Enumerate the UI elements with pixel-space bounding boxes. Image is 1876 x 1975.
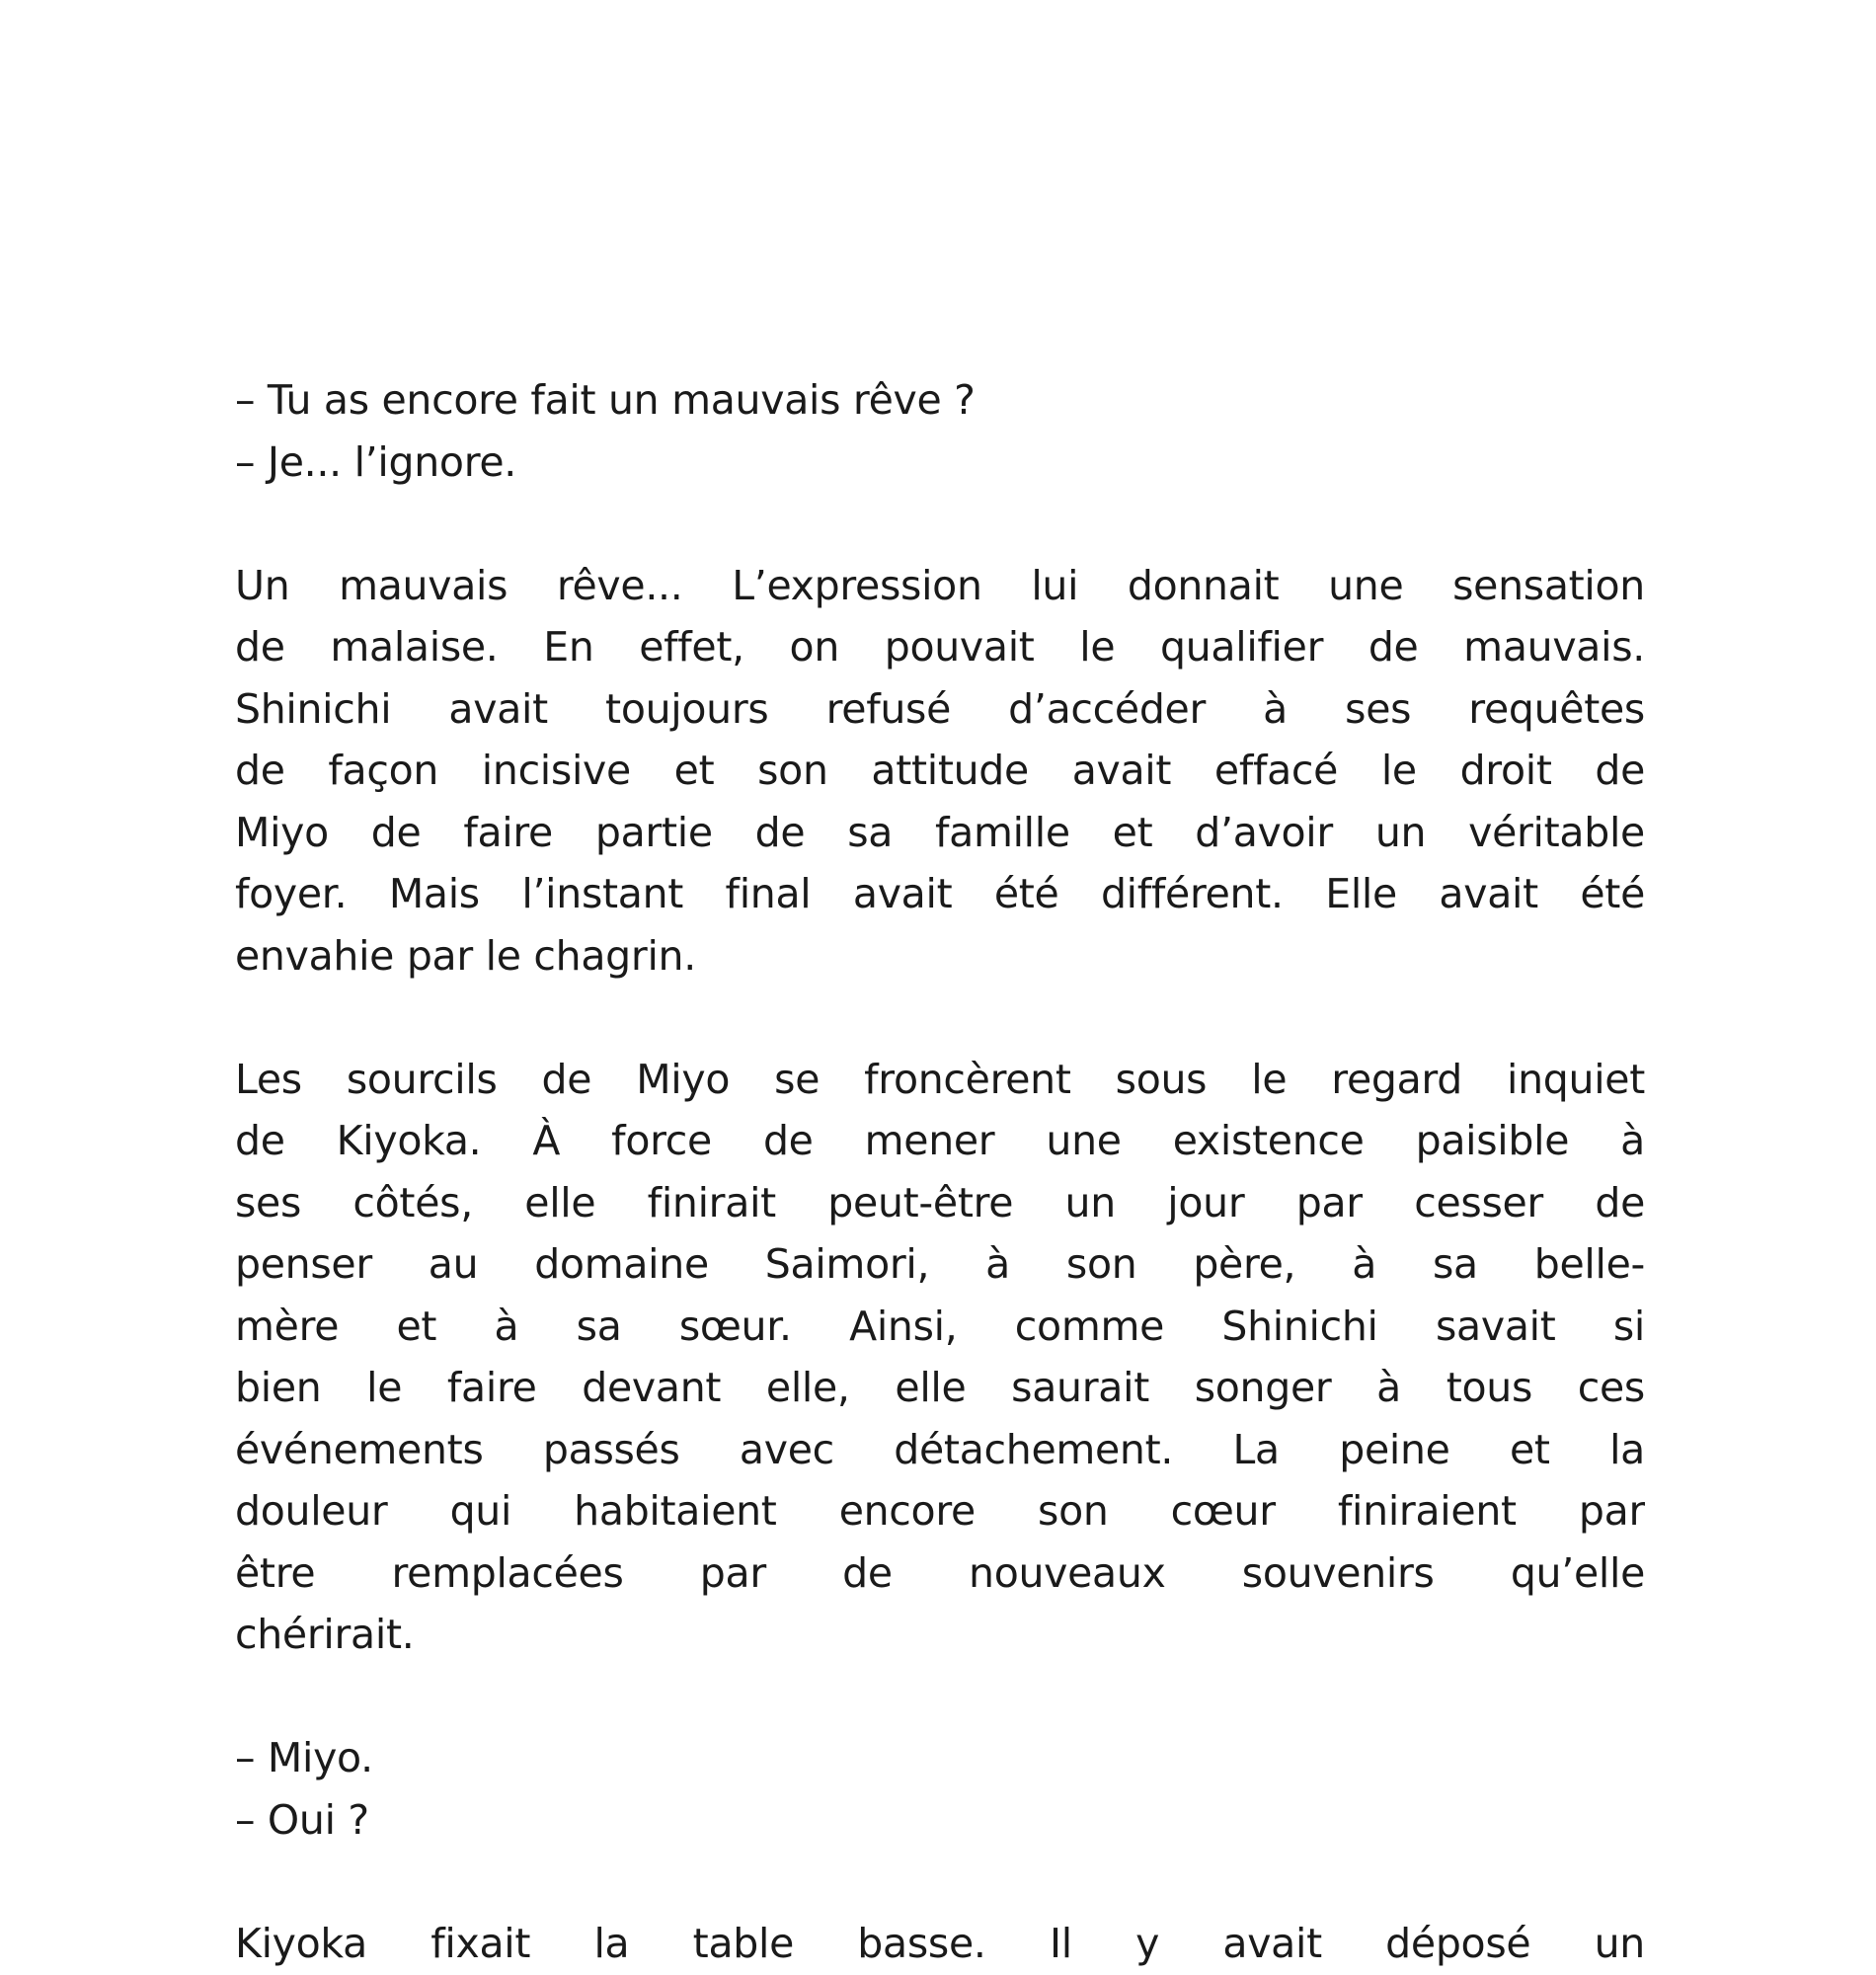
text-line: – Je... l’ignore. [235,437,517,486]
text-line: foyer. Mais l’instant final avait été différent. Elle avait été [235,870,1645,917]
text-line: de Kiyoka. À force de mener une existence paisible à [235,1117,1645,1164]
text-line: de façon incisive et son attitude avait effacé le droit de [235,747,1645,794]
paragraph [235,1049,1645,1666]
text-line: douleur qui habitaient encore son cœur finiraient par [235,1487,1645,1535]
text-line: – Oui ? [235,1795,369,1844]
dialogue-block [235,1727,1645,1851]
paragraph-gap [235,1851,1645,1913]
paragraph-gap [235,987,1645,1049]
text-line: penser au domaine Saimori, à son père, à sa belle- [235,1240,1645,1288]
book-page [235,369,1645,1974]
text-line: Shinichi avait toujours refusé d’accéder à ses requêtes [235,684,1645,733]
text-line: Les sourcils de Miyo se froncèrent sous le regard inquiet [235,1055,1645,1103]
text-line: – Miyo. [235,1734,373,1781]
paragraph [235,1913,1645,1975]
text-line: ses côtés, elle finirait peut-être un jour par cesser de [235,1178,1645,1226]
text-line: être remplacées par de nouveaux souvenirs qu’elle [235,1548,1645,1597]
text-line: – Tu as encore fait un mauvais rêve ? [235,376,976,424]
text-line: mère et à sa sœur. Ainsi, comme Shinichi savait si [235,1302,1645,1350]
text-line: de malaise. En effet, on pouvait le qualifier de mauvais. [235,623,1645,671]
text-line: chérirait. [235,1611,415,1658]
paragraph-gap [235,1666,1645,1728]
text-line: Un mauvais rêve... L’expression lui donnait une sensation [235,561,1645,609]
text-line: bien le faire devant elle, elle saurait songer à tous ces [235,1364,1645,1411]
dialogue-block [235,369,1645,493]
paragraph-gap [235,493,1645,555]
text-line: événements passés avec détachement. La peine et la [235,1425,1645,1473]
paragraph [235,555,1645,988]
text-line: Kiyoka fixait la table basse. Il y avait déposé un [235,1919,1645,1967]
text-line: envahie par le chagrin. [235,931,696,980]
text-line: Miyo de faire partie de sa famille et d’avoir un véritable [235,808,1645,856]
